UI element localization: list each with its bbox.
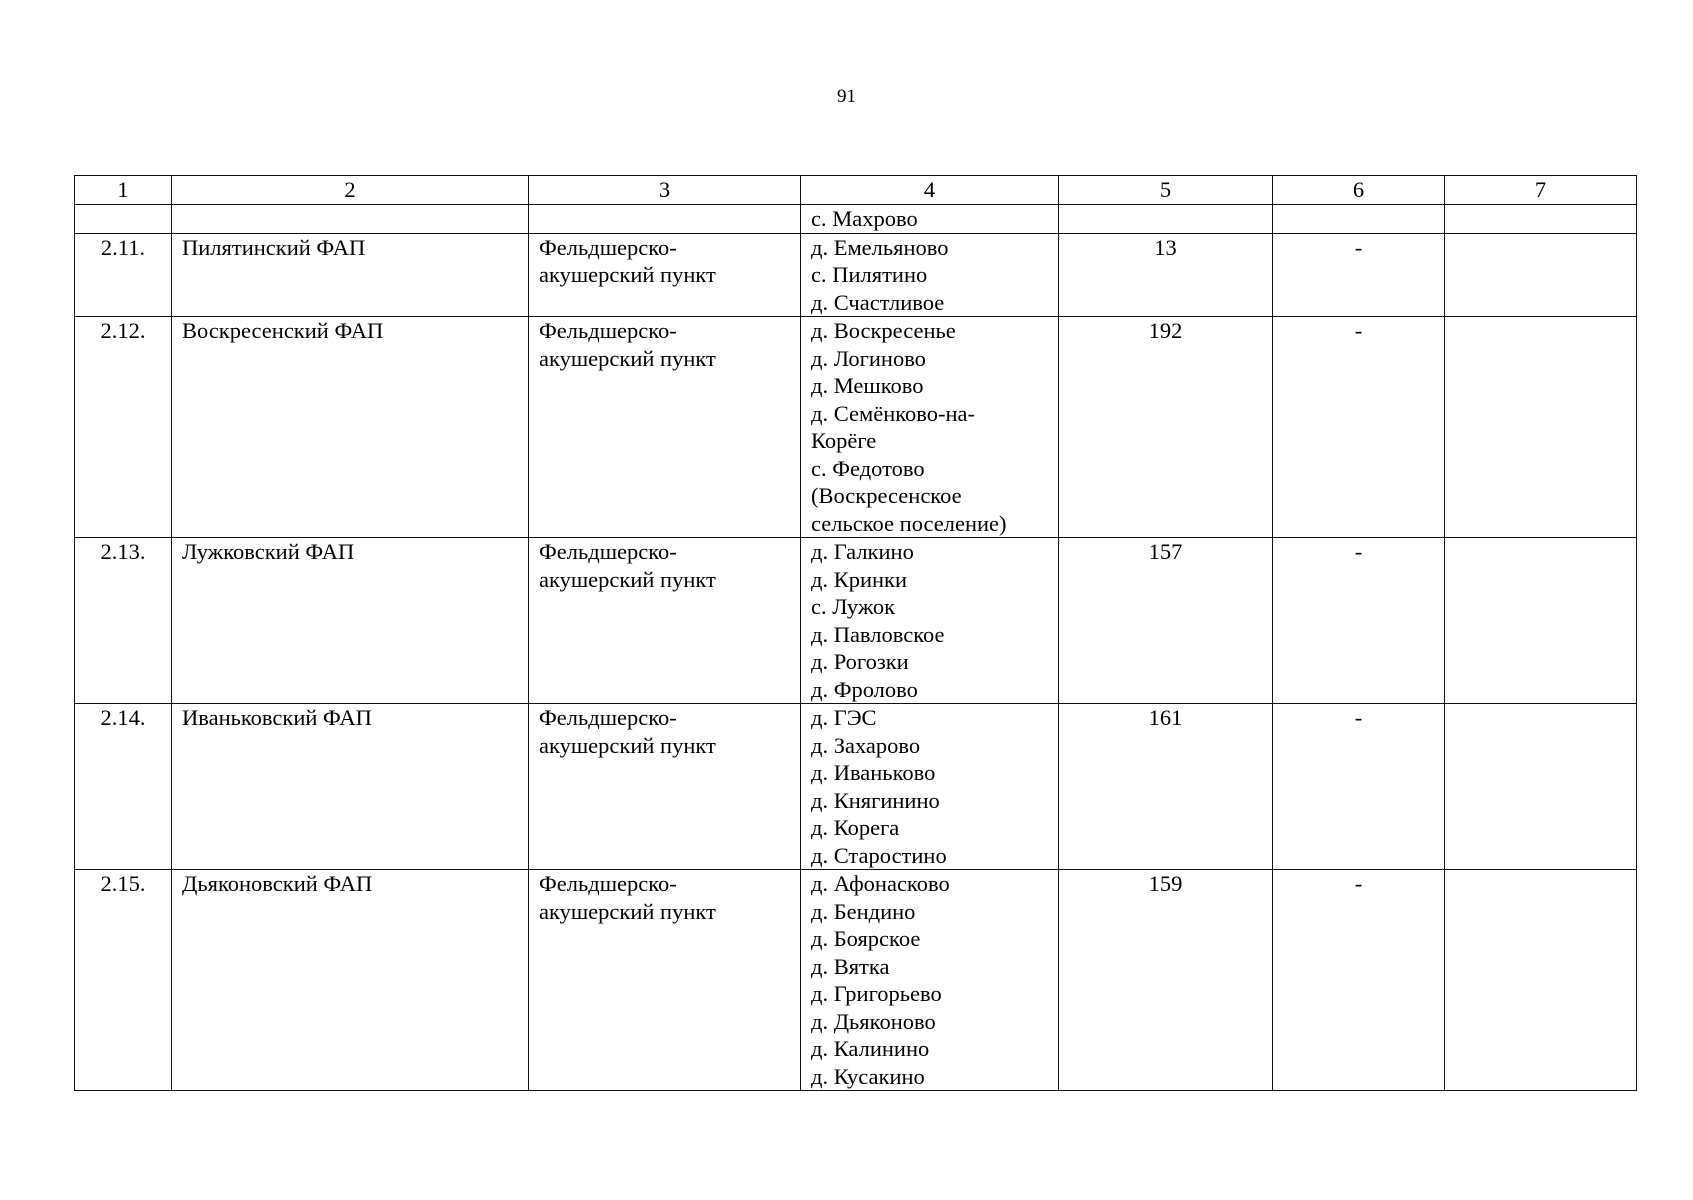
- settlements-cell: [801, 538, 1059, 704]
- settlements-cell: [801, 205, 1059, 234]
- column-header: 3: [529, 176, 801, 205]
- settlement: с. Махрово: [811, 206, 918, 231]
- count-cell: 192: [1059, 317, 1273, 538]
- settlement: д. Захарово: [811, 732, 921, 758]
- settlement: д. Рогозки: [811, 649, 909, 674]
- settlement: с. Федотово: [811, 455, 925, 481]
- settlements-cell: [801, 233, 1059, 317]
- table-row: [75, 317, 1637, 538]
- facility-name: Лужковский ФАП: [172, 538, 529, 704]
- settlement: д. Иваньково: [811, 760, 936, 785]
- settlement: д. Корега: [811, 815, 900, 840]
- settlement: д. Бендино: [811, 898, 916, 924]
- settlement: д. Княгинино: [811, 787, 940, 813]
- facility-name: Воскресенский ФАП: [172, 317, 529, 538]
- settlement: д. Галкино: [811, 539, 914, 564]
- settlement: д. Воскресенье: [811, 318, 956, 343]
- facility-type: Фельдшерско- акушерский пункт: [529, 870, 801, 1091]
- settlement: сельское поселение): [811, 510, 1007, 536]
- facility-name: Иваньковский ФАП: [172, 704, 529, 870]
- row-number: 2.15.: [75, 870, 172, 1091]
- settlement: (Воскресенское: [811, 483, 962, 508]
- facility-type: Фельдшерско- акушерский пункт: [529, 538, 801, 704]
- facility-type: Фельдшерско- акушерский пункт: [529, 317, 801, 538]
- col7-cell: [1445, 704, 1637, 870]
- column-header: 1: [75, 176, 172, 205]
- col7-cell: [1445, 538, 1637, 704]
- settlement: д. Вятка: [811, 953, 890, 979]
- col7-cell: [1445, 233, 1637, 317]
- table-row: [75, 870, 1637, 1091]
- col6-cell: -: [1273, 538, 1445, 704]
- settlement: д. Боярское: [811, 926, 921, 951]
- settlement: д. Павловское: [811, 621, 945, 647]
- row-number: 2.13.: [75, 538, 172, 704]
- settlement: д. Калинино: [811, 1036, 930, 1061]
- settlement: д. Афонасково: [811, 871, 950, 896]
- count-cell: 161: [1059, 704, 1273, 870]
- facility-name: Дьяконовский ФАП: [172, 870, 529, 1091]
- settlement: д. Логиново: [811, 345, 926, 371]
- settlement: д. Кринки: [811, 566, 908, 592]
- facility-type: Фельдшерско- акушерский пункт: [529, 233, 801, 317]
- column-header: 5: [1059, 176, 1273, 205]
- facility-type: Фельдшерско- акушерский пункт: [529, 704, 801, 870]
- settlement: д. Фролово: [811, 676, 918, 702]
- table-row: [75, 538, 1637, 704]
- count-cell: 159: [1059, 870, 1273, 1091]
- column-header: 6: [1273, 176, 1445, 205]
- col7-cell: [1445, 870, 1637, 1091]
- settlements-cell: [801, 317, 1059, 538]
- facility-name: Пилятинский ФАП: [172, 233, 529, 317]
- count-cell: 157: [1059, 538, 1273, 704]
- settlement: д. Мешково: [811, 373, 924, 398]
- column-header: 2: [172, 176, 529, 205]
- continuation-row: [75, 205, 1637, 234]
- column-header: 4: [801, 176, 1059, 205]
- settlement: д. Дьяконово: [811, 1008, 936, 1034]
- col6-cell: -: [1273, 704, 1445, 870]
- row-number: 2.14.: [75, 704, 172, 870]
- settlement: д. ГЭС: [811, 705, 877, 730]
- table-row: [75, 704, 1637, 870]
- settlement: д. Счастливое: [811, 289, 945, 315]
- settlement: д. Емельяново: [811, 234, 949, 260]
- settlement: д. Кусакино: [811, 1063, 925, 1089]
- settlement: д. Семёнково-на-: [811, 400, 976, 426]
- facilities-table: [74, 175, 1637, 1091]
- col6-cell: -: [1273, 317, 1445, 538]
- settlement: д. Григорьево: [811, 981, 942, 1006]
- row-number: 2.12.: [75, 317, 172, 538]
- col6-cell: -: [1273, 233, 1445, 317]
- settlement: Корёге: [811, 428, 877, 453]
- settlement: д. Старостино: [811, 842, 947, 868]
- row-number: 2.11.: [75, 233, 172, 317]
- settlement: с. Пилятино: [811, 262, 928, 287]
- table-row: [75, 233, 1637, 317]
- settlement: с. Лужок: [811, 594, 896, 619]
- column-header: 7: [1445, 176, 1637, 205]
- count-cell: 13: [1059, 233, 1273, 317]
- page-number: 91: [837, 86, 856, 107]
- col7-cell: [1445, 317, 1637, 538]
- settlements-cell: [801, 704, 1059, 870]
- settlements-cell: [801, 870, 1059, 1091]
- header-row: [75, 176, 1637, 205]
- col6-cell: -: [1273, 870, 1445, 1091]
